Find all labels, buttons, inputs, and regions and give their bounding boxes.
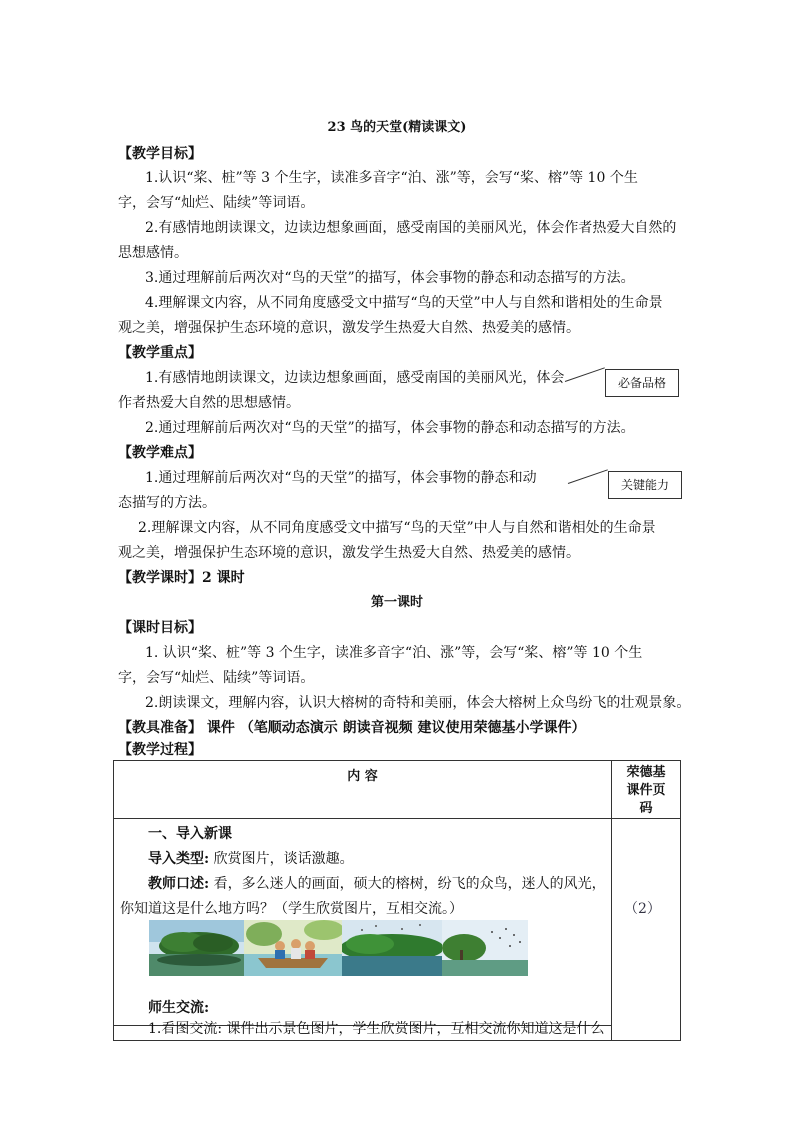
header-side-line: 课件页 xyxy=(626,783,666,798)
exchange-label: 师生交流: xyxy=(148,1000,210,1016)
difficult-point-line: 2.理解课文内容，从不同角度感受文中描写“鸟的天堂”中人与自然和谐相处的生命景 xyxy=(138,520,656,536)
import-type-label: 导入类型: xyxy=(148,851,210,867)
callout-box-character: 必备品格 xyxy=(605,369,679,397)
flying-birds-photo xyxy=(442,920,528,976)
import-type-value: 欣赏图片，谈话激趣。 xyxy=(209,851,354,867)
goal-line: 2.有感情地朗读课文，边读边想象画面，感受南国的美丽风光，体会作者热爱大自然的 xyxy=(145,220,677,236)
process-table xyxy=(113,760,681,1041)
table-content-cell-continued xyxy=(114,1021,612,1041)
process-heading: 【教学过程】 xyxy=(118,742,202,758)
goal-line: 思想感情。 xyxy=(118,245,188,261)
teacher-text: 看，多么迷人的画面，硕大的榕树，纷飞的众鸟，迷人的风光， xyxy=(209,876,606,892)
teacher-line-2: 你知道这是什么地方吗？（学生欣赏图片，互相交流。） xyxy=(120,901,463,917)
key-point-line: 2.通过理解前后两次对“鸟的天堂”的描写，体会事物的静态和动态描写的方法。 xyxy=(145,420,635,436)
lake-birds-photo xyxy=(342,920,442,976)
header-side-line: 码 xyxy=(639,801,653,816)
table-side-cell xyxy=(612,819,681,1041)
table-row xyxy=(114,1026,681,1041)
goal-line: 3.通过理解前后两次对“鸟的天堂”的描写，体会事物的静态和动态描写的方法。 xyxy=(145,270,635,286)
difficult-point-line: 态描写的方法。 xyxy=(118,495,216,511)
boat-illustration xyxy=(244,920,342,976)
lesson-goals-heading: 【课时目标】 xyxy=(118,620,202,636)
lesson-goal-line: 1. 认识“桨、桩”等 3 个生字，读准多音字“泊、涨”等，会写“桨、榕”等 10 个生 xyxy=(145,645,643,661)
key-point-line: 1.有感情地朗读课文，边读边想象画面，感受南国的美丽风光，体会 xyxy=(145,370,565,386)
goal-line: 1.认识“桨、桩”等 3 个生字，读准多音字“泊、涨”等，会写“桨、榕”等 10 个生 xyxy=(145,170,638,186)
exchange-text: 1.看图交流: 课件出示景色图片，学生欣赏图片，互相交流你知道这是什么 xyxy=(148,1021,605,1037)
callout-connector xyxy=(568,469,608,484)
difficult-points-heading: 【教学难点】 xyxy=(118,445,202,461)
banyan-island-photo xyxy=(149,920,244,976)
tools-line: 【教具准备】 课件 （笔顺动态演示 朗读音视频 建议使用荣德基小学课件） xyxy=(118,720,586,736)
callout-connector xyxy=(565,367,605,382)
lesson-goal-line: 字，会写“灿烂、陆续”等词语。 xyxy=(118,670,315,686)
difficult-point-line: 1.通过理解前后两次对“鸟的天堂”的描写，体会事物的静态和动 xyxy=(145,470,537,486)
table-header-side xyxy=(612,761,681,819)
header-side-line: 荣德基 xyxy=(626,765,666,780)
table-header-content: 内 容 xyxy=(114,761,612,819)
import-type-line xyxy=(148,849,354,869)
goal-line: 4.理解课文内容，从不同角度感受文中描写“鸟的天堂”中人与自然和谐相处的生命景 xyxy=(145,295,663,311)
page-code: （2） xyxy=(624,901,661,917)
lesson-goal-line: 2.朗读课文，理解内容，认识大榕树的奇特和美丽，体会大榕树上众鸟纷飞的壮观景象。 xyxy=(145,695,691,711)
key-point-line: 作者热爱大自然的思想感情。 xyxy=(118,395,300,411)
teacher-label: 教师口述: xyxy=(148,876,210,892)
key-points-heading: 【教学重点】 xyxy=(118,345,202,361)
class-hours: 【教学课时】2 课时 xyxy=(118,570,245,586)
first-lesson-title: 第一课时 xyxy=(370,595,423,610)
goal-line: 字，会写“灿烂、陆续”等词语。 xyxy=(118,195,315,211)
table-header-row xyxy=(114,761,681,819)
teacher-line xyxy=(148,874,606,894)
section-title: 一、导入新课 xyxy=(148,826,232,842)
callout-box-ability: 关键能力 xyxy=(608,471,682,499)
goal-line: 观之美，增强保护生态环境的意识，激发学生热爱大自然、热爱美的感情。 xyxy=(118,320,580,336)
page-title: 23 鸟的天堂(精读课文) xyxy=(327,120,467,135)
goals-heading: 【教学目标】 xyxy=(118,146,202,162)
difficult-point-line: 观之美，增强保护生态环境的意识，激发学生热爱大自然、热爱美的感情。 xyxy=(118,545,580,561)
